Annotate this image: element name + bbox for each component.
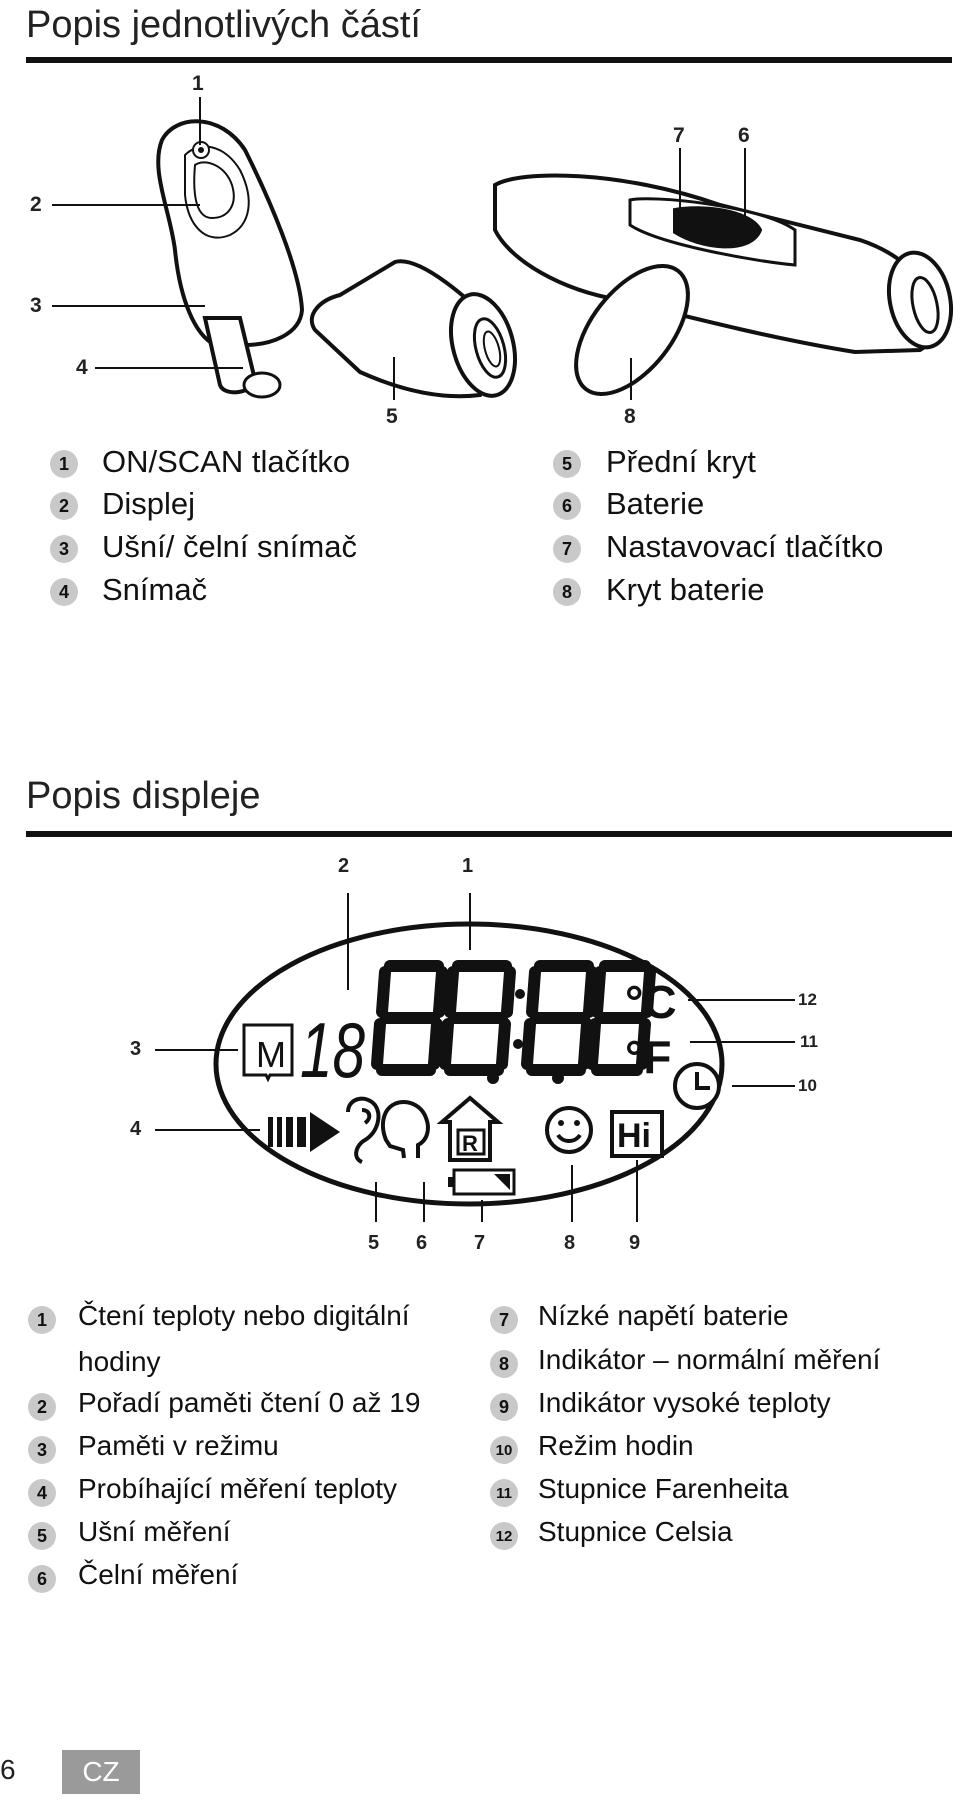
callout-3: 3 [30,294,42,317]
callout-4: 4 [76,356,88,379]
legend-badge: 1 [28,1306,56,1334]
display-callout-8: 8 [564,1232,576,1254]
memory-book-icon [244,1025,292,1079]
legend-badge: 1 [50,450,78,478]
legend-item-memory-mode: Paměti v režimu [78,1430,279,1461]
legend-item-high-temp: Indikátor vysoké teploty [538,1387,831,1418]
display-callout-1: 1 [462,855,474,877]
display-callout-9: 9 [629,1232,641,1254]
display-callout-4: 4 [130,1118,142,1140]
thermometer-parts-illustration [0,60,960,440]
legend-badge: 2 [50,492,78,520]
clock-icon [675,1064,719,1108]
callout-2: 2 [30,193,42,216]
display-callout-7: 7 [474,1232,486,1254]
legend-item-celsius: Stupnice Celsia [538,1516,733,1547]
high-temp-icon [612,1112,662,1156]
display-callout-11: 11 [800,1032,818,1051]
callout-8: 8 [624,405,636,428]
legend-item-memory-order: Pořadí paměti čtení 0 až 19 [78,1387,421,1418]
legend-badge: 9 [490,1393,518,1421]
legend-badge: 2 [28,1393,56,1421]
legend-item-battery: Baterie [606,486,705,521]
display-callout-5: 5 [368,1232,380,1254]
legend-badge: 11 [490,1479,518,1507]
legend-badge: 4 [28,1479,56,1507]
legend-badge: 12 [490,1522,518,1550]
legend-item-battery-cover: Kryt baterie [606,572,765,607]
legend-item-ear: Ušní měření [78,1516,231,1547]
section-title-display: Popis displeje [26,775,261,817]
legend-item-front-cover: Přední kryt [606,444,756,479]
memory-digits: 18 [300,1006,366,1094]
legend-item-sensor-ear: Ušní/ čelní snímač [102,529,357,564]
legend-badge: 5 [28,1522,56,1550]
display-callout-10: 10 [798,1076,817,1095]
legend-item-display: Displej [102,486,196,521]
low-battery-icon [448,1170,514,1194]
language-label: CZ [62,1750,140,1794]
legend-badge: 4 [50,578,78,606]
legend-badge: 6 [28,1565,56,1593]
svg-text:R: R [462,1131,478,1156]
section-title-parts: Popis jednotlivých částí [26,4,421,46]
legend-badge: 8 [553,578,581,606]
fahrenheit-unit: °F [625,1031,672,1083]
legend-badge: 8 [490,1350,518,1378]
legend-item-fahrenheit: Stupnice Farenheita [538,1473,789,1504]
svg-text:Hi: Hi [617,1117,651,1155]
display-callout-2: 2 [338,855,350,877]
section-divider [26,831,952,837]
legend-item-reading: Čtení teploty nebo digitální [78,1300,410,1331]
legend-badge: 3 [28,1436,56,1464]
legend-badge: 5 [553,450,581,478]
legend-badge: 10 [490,1436,518,1464]
legend-item-reading-cont: hodiny [78,1346,161,1377]
callout-1: 1 [192,72,204,95]
legend-badge: 3 [50,535,78,563]
legend-item-sensor: Snímač [102,572,208,607]
legend-item-clock-mode: Režim hodin [538,1430,694,1461]
legend-badge: 6 [553,492,581,520]
legend-item-measuring: Probíhající měření teploty [78,1473,398,1504]
callout-7: 7 [673,124,685,147]
display-callout-6: 6 [416,1232,428,1254]
display-callout-12: 12 [798,990,817,1009]
svg-text:M: M [256,1034,286,1075]
page-number: 6 [0,1754,16,1785]
celsius-unit: °C [625,976,677,1028]
legend-item-forehead: Čelní měření [78,1559,239,1590]
legend-badge: 7 [553,535,581,563]
smiley-icon [547,1108,591,1152]
callout-6: 6 [738,124,750,147]
legend-badge: 7 [490,1306,518,1334]
legend-item-on-scan: ON/SCAN tlačítko [102,444,351,479]
callout-5: 5 [386,405,398,428]
legend-item-setting-button: Nastavovací tlačítko [606,529,884,564]
legend-item-normal: Indikátor – normální měření [538,1344,881,1375]
legend-item-low-battery: Nízké napětí baterie [538,1300,789,1331]
display-callout-3: 3 [130,1038,142,1060]
